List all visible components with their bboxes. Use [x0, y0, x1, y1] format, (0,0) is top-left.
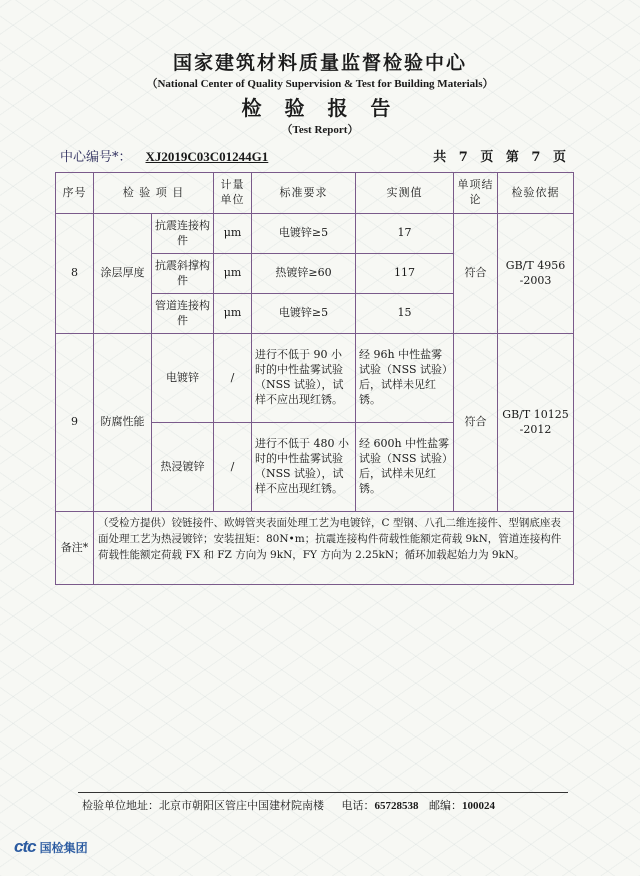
table-row — [56, 214, 574, 254]
basis-cell: GB/T 10125 -2012 — [498, 334, 574, 512]
header-item: 检 验 项 目 — [94, 173, 214, 214]
company-logo — [14, 837, 88, 857]
measured-cell: 经 96h 中性盐雾试验（NSS 试验）后，试样未见红锈。 — [356, 334, 454, 423]
company-name: 国检集团 — [39, 840, 88, 855]
remark-label: 备注* — [56, 512, 94, 585]
header-basis: 检验依据 — [498, 173, 574, 214]
sub-item: 抗震斜撑构件 — [152, 254, 214, 294]
unit-cell: μm — [214, 214, 252, 254]
report-title-cn: 国家建筑材料质量监督检验中心 — [172, 52, 467, 74]
phone-value: 65728538 — [374, 800, 419, 812]
ctc-logo-icon: ctc — [14, 837, 36, 856]
footer-info — [82, 797, 495, 813]
row-number: 8 — [56, 214, 94, 334]
measured-cell: 经 600h 中性盐雾试验（NSS 试验）后，试样未见红锈。 — [356, 423, 454, 512]
address-value: 北京市朝阳区管庄中国建材院南楼 — [159, 799, 324, 812]
requirement-cell: 进行不低于 480 小时的中性盐雾试验（NSS 试验），试样不应出现红锈。 — [252, 423, 356, 512]
phone-label: 电话： — [341, 799, 375, 812]
measured-cell: 117 — [356, 254, 454, 294]
center-number-value: XJ2019C03C01244G1 — [145, 149, 269, 164]
row-number: 9 — [56, 334, 94, 512]
postcode-value: 100024 — [461, 800, 495, 812]
sub-item: 管道连接构件 — [152, 294, 214, 334]
requirement-cell: 热镀锌≥60 — [252, 254, 356, 294]
report-title-en: （National Center of Quality Supervision & Test for Building Materials） — [146, 78, 494, 90]
conclusion-cell: 符合 — [454, 334, 498, 512]
unit-cell: / — [214, 423, 252, 512]
requirement-cell: 电镀锌≥5 — [252, 214, 356, 254]
conclusion-cell: 符合 — [454, 214, 498, 334]
remark-text: （受检方提供）铰链接件、欧姆管夹表面处理工艺为电镀锌，C 型钢、八孔二维连接件、型钢底座表面处理工艺为热浸镀锌；安装扭矩：80N•m；抗震连接构件荷载性能额定荷载 9kN，管道连接构件荷载性能额定荷载 FX 和 FZ 方向为 9kN，FY 方向为 2.25kN；循环加载起始力为 9kN。 — [94, 512, 574, 585]
basis-cell: GB/T 4956 -2003 — [498, 214, 574, 334]
sub-item: 抗震连接构件 — [152, 214, 214, 254]
remark-row — [56, 512, 574, 585]
unit-cell: μm — [214, 294, 252, 334]
header-requirement: 标准要求 — [252, 173, 356, 214]
header-conclusion: 单项结论 — [454, 173, 498, 214]
row-item: 防腐性能 — [94, 334, 152, 512]
page-count: 共 7 页 第 7 页 — [433, 150, 566, 165]
row-item: 涂层厚度 — [94, 214, 152, 334]
measured-cell: 17 — [356, 214, 454, 254]
center-number — [60, 146, 268, 165]
center-number-label: 中心编号*： — [60, 150, 132, 165]
sub-item: 热浸镀锌 — [152, 423, 214, 512]
header-no: 序号 — [56, 173, 94, 214]
table-header-row — [56, 173, 574, 214]
header-unit: 计量单位 — [214, 173, 252, 214]
sub-item: 电镀锌 — [152, 334, 214, 423]
requirement-cell: 电镀锌≥5 — [252, 294, 356, 334]
report-type-en: （Test Report） — [281, 124, 359, 136]
measured-cell: 15 — [356, 294, 454, 334]
footer-divider — [78, 792, 568, 793]
report-type-cn: 检 验 报 告 — [241, 96, 399, 120]
results-table — [55, 172, 574, 585]
header-measured: 实测值 — [356, 173, 454, 214]
address-label: 检验单位地址： — [82, 799, 159, 812]
requirement-cell: 进行不低于 90 小时的中性盐雾试验（NSS 试验），试样不应出现红锈。 — [252, 334, 356, 423]
postcode-label: 邮编： — [428, 799, 462, 812]
table-row — [56, 334, 574, 423]
unit-cell: / — [214, 334, 252, 423]
unit-cell: μm — [214, 254, 252, 294]
